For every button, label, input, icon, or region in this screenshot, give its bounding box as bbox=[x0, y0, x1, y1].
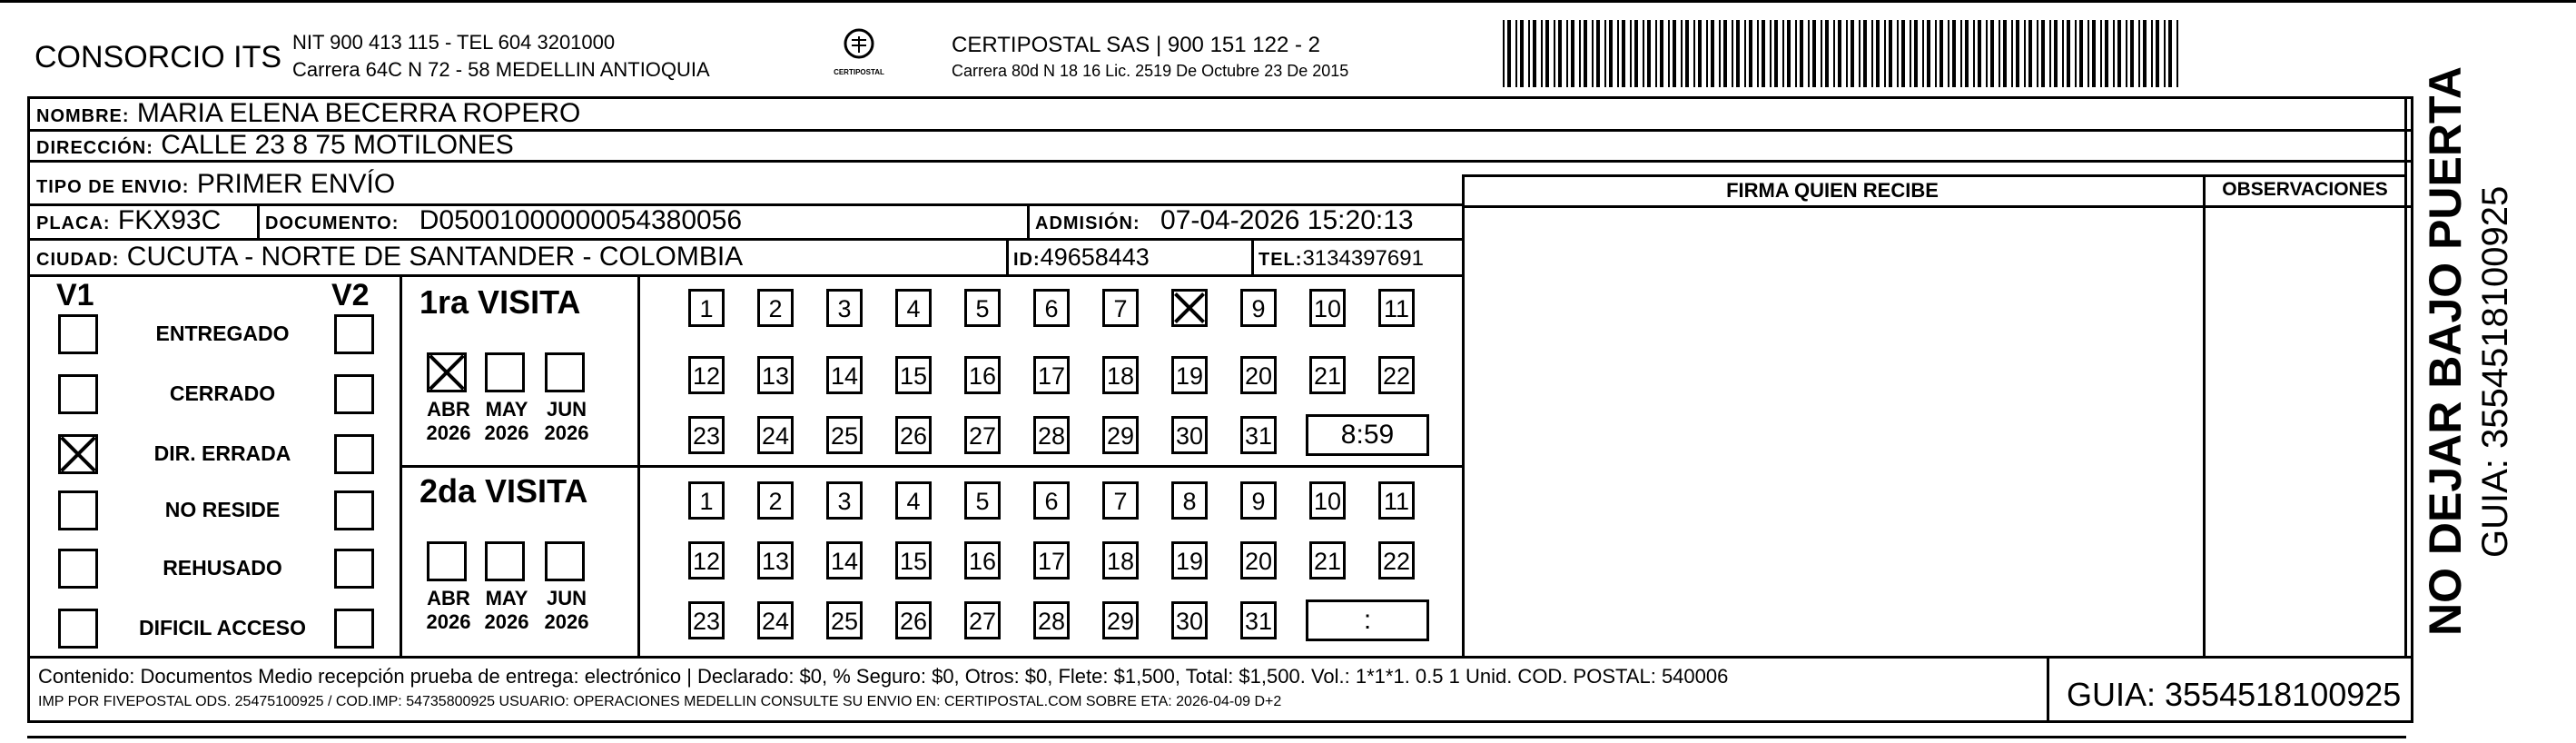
barcode-bar bbox=[2126, 20, 2127, 87]
barcode-bar bbox=[1960, 20, 1962, 87]
reason-label: CERRADO bbox=[169, 381, 276, 405]
day-box[interactable]: 12 bbox=[688, 541, 725, 580]
barcode-bar bbox=[1558, 20, 1562, 87]
tipo-envio-field bbox=[36, 169, 395, 203]
barcode-bar bbox=[1800, 20, 1803, 87]
barcode-bar bbox=[1634, 20, 1638, 87]
day-box[interactable]: 19 bbox=[1171, 356, 1208, 394]
reason-label: REHUSADO bbox=[163, 556, 282, 580]
barcode-bar bbox=[1668, 20, 1670, 87]
direccion-label: DIRECCIÓN: bbox=[36, 138, 153, 158]
barcode-bar bbox=[1948, 20, 1949, 87]
day-box[interactable]: 12 bbox=[688, 356, 725, 394]
day-box[interactable]: 9 bbox=[1240, 289, 1277, 327]
carrier-line2: Carrera 80d N 18 16 Lic. 2519 De Octubre 23 De 2015 bbox=[952, 62, 1349, 80]
month-label bbox=[539, 398, 594, 445]
v2-checkbox[interactable] bbox=[334, 314, 374, 354]
barcode-bar bbox=[2151, 20, 2153, 87]
observaciones-header: OBSERVACIONES bbox=[2222, 179, 2388, 200]
direccion-field bbox=[36, 130, 514, 163]
day-box[interactable]: 26 bbox=[895, 601, 932, 639]
day-box[interactable]: 29 bbox=[1102, 601, 1139, 639]
month-year: 2026 bbox=[426, 610, 471, 633]
month-name: ABR bbox=[427, 398, 470, 421]
v1-checkbox[interactable] bbox=[58, 549, 98, 589]
barcode-bar bbox=[1723, 20, 1727, 87]
day-box[interactable]: 22 bbox=[1378, 356, 1415, 394]
id-value: 49658443 bbox=[1040, 243, 1150, 271]
barcode-bar bbox=[2028, 20, 2032, 87]
barcode-bar bbox=[1622, 20, 1625, 87]
barcode-bar bbox=[1579, 20, 1581, 87]
barcode-bar bbox=[1685, 20, 1689, 87]
month-checkbox[interactable] bbox=[427, 352, 467, 392]
month-name: MAY bbox=[485, 587, 528, 609]
barcode-bar bbox=[1681, 20, 1683, 87]
reason-label: ENTREGADO bbox=[155, 322, 290, 345]
day-box[interactable]: 17 bbox=[1033, 541, 1070, 580]
barcode-bar bbox=[2105, 20, 2108, 87]
day-box[interactable]: 4 bbox=[895, 481, 932, 520]
barcode-bar bbox=[1884, 20, 1886, 87]
tel-label: TEL: bbox=[1258, 250, 1303, 270]
barcode-bar bbox=[1571, 20, 1574, 87]
v2-label: V2 bbox=[331, 278, 370, 312]
v1-checkbox[interactable] bbox=[58, 434, 98, 474]
day-box[interactable]: 13 bbox=[757, 356, 794, 394]
tipo-envio-label: TIPO DE ENVIO: bbox=[36, 177, 190, 197]
v1-checkbox[interactable] bbox=[58, 490, 98, 530]
day-box[interactable]: 30 bbox=[1171, 416, 1208, 454]
month-checkbox[interactable] bbox=[545, 541, 585, 581]
visit2-title: 2da VISITA bbox=[419, 472, 588, 510]
month-year: 2026 bbox=[484, 610, 529, 633]
company-line2: Carrera 64C N 72 - 58 MEDELLIN ANTIOQUIA bbox=[292, 58, 710, 81]
day-box[interactable]: 6 bbox=[1033, 289, 1070, 327]
day-box[interactable]: 7 bbox=[1102, 481, 1139, 520]
barcode-bar bbox=[2067, 20, 2070, 87]
barcode-bar bbox=[1698, 20, 1702, 87]
barcode-bar bbox=[1990, 20, 1994, 87]
day-box[interactable]: 24 bbox=[757, 416, 794, 454]
barcode-bar bbox=[2138, 20, 2140, 87]
month-year: 2026 bbox=[544, 610, 589, 633]
tel-value: 3134397691 bbox=[1302, 246, 1424, 271]
barcode-bar bbox=[1533, 20, 1536, 87]
footer-guia: GUIA: 3554518100925 bbox=[2067, 676, 2402, 713]
day-box[interactable]: 19 bbox=[1171, 541, 1208, 580]
id-label: ID: bbox=[1013, 250, 1041, 270]
barcode bbox=[1503, 20, 2184, 87]
ciudad-label: CIUDAD: bbox=[36, 250, 120, 270]
v1-checkbox[interactable] bbox=[58, 314, 98, 354]
day-box[interactable]: 22 bbox=[1378, 541, 1415, 580]
id-field bbox=[1013, 242, 1150, 275]
barcode-bar bbox=[2011, 20, 2013, 87]
admision-field bbox=[1035, 205, 1414, 239]
day-box[interactable]: 5 bbox=[964, 289, 1001, 327]
day-box[interactable]: 23 bbox=[688, 601, 725, 639]
barcode-bar bbox=[1889, 20, 1892, 87]
barcode-bar bbox=[1503, 20, 1505, 87]
day-box[interactable]: 13 bbox=[757, 541, 794, 580]
barcode-bar bbox=[2016, 20, 2019, 87]
v2-checkbox[interactable] bbox=[334, 434, 374, 474]
barcode-bar bbox=[1711, 20, 1714, 87]
day-box[interactable]: 20 bbox=[1240, 541, 1277, 580]
day-box[interactable]: 14 bbox=[826, 541, 863, 580]
barcode-bar bbox=[1515, 20, 1517, 87]
barcode-bar bbox=[1528, 20, 1530, 87]
day-box[interactable]: 26 bbox=[895, 416, 932, 454]
barcode-bar bbox=[1863, 20, 1867, 87]
footer-line1: Contenido: Documentos Medio recepción prueba de entrega: electrónico | Declarado: $0, % Seguro: $0, Otros: $0, Flete: $1,500, Total: $1,500. Vol.: 1*1*1. 0.5 1 Unid. COD. POSTAL: 540006 bbox=[38, 665, 1729, 688]
day-box[interactable]: 30 bbox=[1171, 601, 1208, 639]
barcode-bar bbox=[1825, 20, 1829, 87]
nombre-value: MARIA ELENA BECERRA ROPERO bbox=[136, 98, 581, 128]
reason-label: NO RESIDE bbox=[164, 498, 281, 521]
month-checkbox[interactable] bbox=[545, 352, 585, 392]
month-name: JUN bbox=[546, 398, 587, 421]
barcode-bar bbox=[1604, 20, 1606, 87]
barcode-bar bbox=[2100, 20, 2102, 87]
ciudad-value: CUCUTA - NORTE DE SANTANDER - COLOMBIA bbox=[126, 242, 744, 272]
barcode-bar bbox=[2062, 20, 2064, 87]
barcode-bar bbox=[2075, 20, 2077, 87]
barcode-bar bbox=[1592, 20, 1594, 87]
day-box[interactable]: 10 bbox=[1309, 481, 1346, 520]
day-box[interactable]: 16 bbox=[964, 541, 1001, 580]
barcode-bar bbox=[1927, 20, 1930, 87]
footer-line2: IMP POR FIVEPOSTAL ODS. 25475100925 / COD.IMP: 54735800925 USUARIO: OPERACIONES MEDELLIN CONSULTE SU ENVIO EN: CERTIPOSTAL.COM SOBRE ETA: 2026-04-09 D+2 bbox=[38, 694, 1282, 709]
time-box[interactable]: 8:59 bbox=[1306, 414, 1429, 456]
v1-checkbox[interactable] bbox=[58, 609, 98, 649]
barcode-bar bbox=[1774, 20, 1778, 87]
barcode-bar bbox=[1541, 20, 1543, 87]
barcode-bar bbox=[1647, 20, 1651, 87]
barcode-bar bbox=[1851, 20, 1854, 87]
month-checkbox[interactable] bbox=[427, 541, 467, 581]
day-box[interactable]: 3 bbox=[826, 289, 863, 327]
side-guia: GUIA: 3554518100925 bbox=[2475, 185, 2515, 558]
logo-text: CERTIPOSTAL bbox=[834, 68, 884, 76]
barcode-bar bbox=[1762, 20, 1765, 87]
barcode-bar bbox=[1871, 20, 1873, 87]
day-box[interactable]: 2 bbox=[757, 289, 794, 327]
day-box[interactable]: 15 bbox=[895, 356, 932, 394]
day-box[interactable]: 6 bbox=[1033, 481, 1070, 520]
barcode-bar bbox=[2117, 20, 2121, 87]
barcode-bar bbox=[1846, 20, 1848, 87]
day-box[interactable]: 14 bbox=[826, 356, 863, 394]
barcode-bar bbox=[1965, 20, 1969, 87]
month-label bbox=[421, 587, 476, 634]
day-box[interactable]: 4 bbox=[895, 289, 932, 327]
barcode-bar bbox=[1749, 20, 1752, 87]
reason-label: DIR. ERRADA bbox=[153, 441, 291, 465]
certipostal-logo bbox=[834, 27, 884, 76]
barcode-bar bbox=[1757, 20, 1759, 87]
day-box[interactable]: 11 bbox=[1378, 289, 1415, 327]
day-box[interactable]: 2 bbox=[757, 481, 794, 520]
month-year: 2026 bbox=[426, 421, 471, 444]
barcode-bar bbox=[1986, 20, 1988, 87]
day-box[interactable]: 10 bbox=[1309, 289, 1346, 327]
day-box[interactable]: 23 bbox=[688, 416, 725, 454]
company-name: CONSORCIO ITS bbox=[35, 40, 282, 74]
day-box[interactable]: 8 bbox=[1171, 481, 1208, 520]
barcode-bar bbox=[1999, 20, 2000, 87]
barcode-bar bbox=[2176, 20, 2178, 87]
barcode-bar bbox=[1935, 20, 1937, 87]
day-box[interactable]: 3 bbox=[826, 481, 863, 520]
barcode-bar bbox=[1808, 20, 1810, 87]
company-line1: NIT 900 413 115 - TEL 604 3201000 bbox=[292, 31, 616, 54]
day-box[interactable]: 21 bbox=[1309, 356, 1346, 394]
barcode-bar bbox=[1939, 20, 1943, 87]
day-box[interactable]: 18 bbox=[1102, 541, 1139, 580]
barcode-bar bbox=[1520, 20, 1524, 87]
month-name: MAY bbox=[485, 398, 528, 421]
day-box[interactable]: 1 bbox=[688, 289, 725, 327]
month-name: JUN bbox=[546, 587, 587, 609]
day-box[interactable]: 27 bbox=[964, 601, 1001, 639]
ciudad-field bbox=[36, 242, 743, 275]
placa-value: FKX93C bbox=[117, 205, 222, 235]
month-year: 2026 bbox=[544, 421, 589, 444]
barcode-bar bbox=[1859, 20, 1860, 87]
barcode-bar bbox=[1507, 20, 1511, 87]
barcode-bar bbox=[1566, 20, 1568, 87]
month-label bbox=[479, 398, 534, 445]
barcode-bar bbox=[1876, 20, 1880, 87]
documento-value: D05001000000054380056 bbox=[419, 205, 743, 235]
barcode-bar bbox=[1630, 20, 1632, 87]
barcode-bar bbox=[1910, 20, 1911, 87]
barcode-bar bbox=[1673, 20, 1676, 87]
barcode-bar bbox=[2113, 20, 2115, 87]
month-year: 2026 bbox=[484, 421, 529, 444]
day-box[interactable]: 20 bbox=[1240, 356, 1277, 394]
day-box[interactable]: 9 bbox=[1240, 481, 1277, 520]
barcode-bar bbox=[1973, 20, 1975, 87]
barcode-bar bbox=[1922, 20, 1924, 87]
barcode-bar bbox=[2087, 20, 2089, 87]
day-box[interactable]: 31 bbox=[1240, 416, 1277, 454]
nombre-field bbox=[36, 98, 580, 132]
barcode-bar bbox=[1706, 20, 1708, 87]
barcode-bar bbox=[1795, 20, 1797, 87]
barcode-bar bbox=[2143, 20, 2147, 87]
time-box[interactable]: : bbox=[1306, 599, 1429, 641]
barcode-bar bbox=[1617, 20, 1619, 87]
v2-checkbox[interactable] bbox=[334, 609, 374, 649]
month-label bbox=[421, 398, 476, 445]
day-box[interactable]: 16 bbox=[964, 356, 1001, 394]
barcode-bar bbox=[1838, 20, 1841, 87]
barcode-bar bbox=[2156, 20, 2159, 87]
direccion-value: CALLE 23 8 75 MOTILONES bbox=[161, 130, 514, 160]
day-box[interactable]: 24 bbox=[757, 601, 794, 639]
day-box[interactable]: 28 bbox=[1033, 601, 1070, 639]
barcode-bar bbox=[1643, 20, 1644, 87]
v2-checkbox[interactable] bbox=[334, 374, 374, 414]
barcode-bar bbox=[1897, 20, 1899, 87]
barcode-bar bbox=[1901, 20, 1905, 87]
day-box[interactable]: 21 bbox=[1309, 541, 1346, 580]
nombre-label: NOMBRE: bbox=[36, 106, 130, 126]
carrier-line1: CERTIPOSTAL SAS | 900 151 122 - 2 bbox=[952, 33, 1320, 57]
v1-checkbox[interactable] bbox=[58, 374, 98, 414]
barcode-bar bbox=[1584, 20, 1587, 87]
barcode-bar bbox=[2003, 20, 2007, 87]
day-box[interactable]: 27 bbox=[964, 416, 1001, 454]
barcode-bar bbox=[1952, 20, 1956, 87]
barcode-bar bbox=[1596, 20, 1600, 87]
day-box[interactable]: 18 bbox=[1102, 356, 1139, 394]
barcode-bar bbox=[1812, 20, 1816, 87]
barcode-bar bbox=[2041, 20, 2045, 87]
day-box[interactable]: 17 bbox=[1033, 356, 1070, 394]
barcode-bar bbox=[1545, 20, 1549, 87]
barcode-bar bbox=[2024, 20, 2026, 87]
barcode-bar bbox=[1693, 20, 1695, 87]
month-checkbox[interactable] bbox=[485, 541, 525, 581]
month-label bbox=[479, 587, 534, 634]
day-box[interactable] bbox=[1171, 289, 1208, 327]
month-label bbox=[539, 587, 594, 634]
barcode-bar bbox=[1732, 20, 1733, 87]
barcode-bar bbox=[1719, 20, 1721, 87]
barcode-bar bbox=[2168, 20, 2172, 87]
day-box[interactable]: 25 bbox=[826, 416, 863, 454]
reason-label: DIFICIL ACCESO bbox=[138, 616, 306, 639]
documento-label: DOCUMENTO: bbox=[265, 213, 400, 233]
admision-value: 07-04-2026 15:20:13 bbox=[1160, 205, 1414, 235]
day-box[interactable]: 29 bbox=[1102, 416, 1139, 454]
day-box[interactable]: 25 bbox=[826, 601, 863, 639]
day-box[interactable]: 28 bbox=[1033, 416, 1070, 454]
tipo-envio-value: PRIMER ENVÍO bbox=[196, 169, 396, 199]
barcode-bar bbox=[2054, 20, 2058, 87]
month-name: ABR bbox=[427, 587, 470, 609]
documento-field bbox=[265, 205, 742, 239]
barcode-bar bbox=[1609, 20, 1613, 87]
barcode-bar bbox=[2164, 20, 2166, 87]
month-checkbox[interactable] bbox=[485, 352, 525, 392]
barcode-bar bbox=[2130, 20, 2134, 87]
admision-label: ADMISIÓN: bbox=[1035, 213, 1140, 233]
barcode-bar bbox=[1660, 20, 1663, 87]
barcode-bar bbox=[1914, 20, 1918, 87]
side-title: NO DEJAR BAJO PUERTA bbox=[2420, 66, 2471, 636]
barcode-bar bbox=[2092, 20, 2096, 87]
placa-field bbox=[36, 205, 221, 239]
day-box[interactable]: 1 bbox=[688, 481, 725, 520]
day-box[interactable]: 7 bbox=[1102, 289, 1139, 327]
firma-header: FIRMA QUIEN RECIBE bbox=[1726, 179, 1939, 202]
barcode-bar bbox=[1744, 20, 1746, 87]
tel-field bbox=[1258, 243, 1424, 275]
barcode-bar bbox=[2037, 20, 2038, 87]
barcode-bar bbox=[1770, 20, 1772, 87]
v1-label: V1 bbox=[56, 278, 94, 312]
day-box[interactable]: 31 bbox=[1240, 601, 1277, 639]
barcode-bar bbox=[2079, 20, 2083, 87]
barcode-bar bbox=[1655, 20, 1657, 87]
barcode-bar bbox=[2049, 20, 2051, 87]
barcode-bar bbox=[1782, 20, 1784, 87]
barcode-bar bbox=[1821, 20, 1822, 87]
barcode-bar bbox=[1978, 20, 1981, 87]
v2-checkbox[interactable] bbox=[334, 549, 374, 589]
placa-label: PLACA: bbox=[36, 213, 111, 233]
day-box[interactable]: 11 bbox=[1378, 481, 1415, 520]
barcode-bar bbox=[1554, 20, 1555, 87]
barcode-bar bbox=[1787, 20, 1791, 87]
v2-checkbox[interactable] bbox=[334, 490, 374, 530]
barcode-bar bbox=[1736, 20, 1740, 87]
visit1-title: 1ra VISITA bbox=[419, 283, 581, 321]
day-box[interactable]: 5 bbox=[964, 481, 1001, 520]
barcode-bar bbox=[1833, 20, 1835, 87]
day-box[interactable]: 15 bbox=[895, 541, 932, 580]
